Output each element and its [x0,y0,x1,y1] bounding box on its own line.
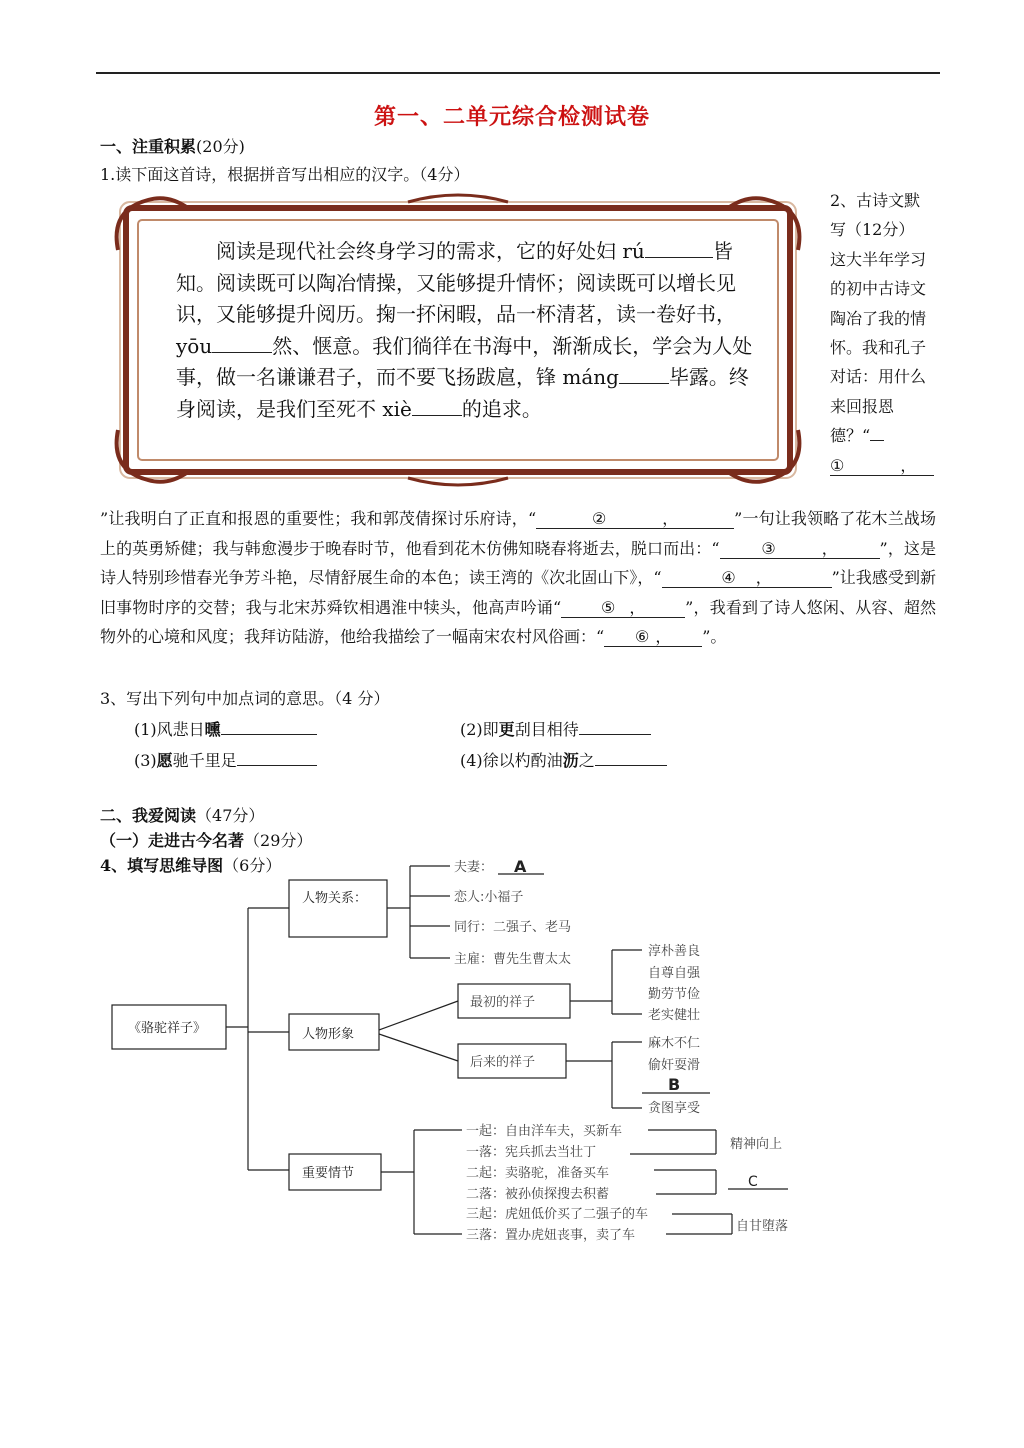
blank-6-comma: ， [655,627,672,646]
q2-text-6: ”。 [702,627,727,646]
relation-lover: 恋人:小福子 [454,890,524,905]
answer-A: A [514,857,527,876]
plot-5: 三起：虎妞低价买了二强子的车 [466,1207,649,1222]
blank-3-marker: ③ [761,538,776,558]
trait-later-2: 偷奸耍滑 [648,1058,701,1073]
q4-label: 4、填写思维导图 [100,856,224,875]
plot-1: 一起：自由洋车夫，买新车 [466,1124,623,1139]
question-2-intro [830,186,934,480]
q2-text-1: ”让我明白了正直和报恩的重要性；我和郭茂倩探讨乐府诗，“ [100,509,537,528]
answer-blank[interactable] [579,734,651,735]
question-1: 1.读下面这首诗，根据拼音写出相应的汉字。（4分） [100,165,470,184]
q2-text-2: ”一句让我领略了花木兰战场上的英勇矫健；我与韩愈漫步于晚春时节，他看到花木仿佛知晓春将逝去，脱口而出：“ [100,509,936,558]
section1-score: (20分) [196,137,245,156]
q3-item-1 [134,717,317,740]
root-node: 《骆驼祥子》 [128,1021,207,1036]
branch-plot: 重要情节 [302,1166,355,1181]
trait-early-1: 淳朴善良 [648,944,701,959]
branch-relations: 人物关系： [302,891,368,906]
later-xiangzi: 后来的祥子 [470,1055,536,1070]
relation-employer: 主雇：曹先生曹太太 [454,952,572,967]
blank-6-marker: ⑥ [635,627,650,646]
q3-item-2-text: (2)即 [460,720,499,739]
question-3: 3、写出下列句中加点词的意思。（4 分） [100,689,390,708]
blank-2[interactable] [536,510,734,529]
q3-item-1-text: (1)风悲日 [134,720,205,739]
relation-spouse: 夫妻： [454,860,494,875]
question-2-text: 这大半年学习的初中古诗文陶冶了我的情怀。我和孔子对话：用什么来回报恩德？“ [830,249,927,446]
answer-blank[interactable] [212,352,272,353]
blank-4-comma: ， [755,568,772,587]
q3-item-4-dot-word: 沥 [562,751,579,770]
plot-4: 二落：被孙侦探搜去积蓄 [466,1187,610,1202]
q2-text-4: ”让我感受到新旧事物时序的交替；我与北宋苏舜钦相遇淮中犊头，他高声吟诵“ [100,568,936,617]
section1-label: 一、注重积累 [100,137,197,156]
stage-3: 自甘堕落 [736,1219,789,1234]
blank-1-comma: ， [900,455,917,475]
blank-4[interactable] [662,569,832,588]
early-xiangzi: 最初的祥子 [470,995,536,1010]
question-2-title: 2、古诗文默写（12分） [830,191,921,240]
answer-blank[interactable] [237,765,317,766]
q4-score: （6分） [223,856,282,875]
blank-1[interactable] [830,457,934,476]
q3-item-3-text: (3) [134,751,157,770]
question-2-body [100,504,936,652]
poem-part-2: 皆知。阅读既可以陶冶情操，又能够提升情怀；阅读既可以增长见识，又能够提升阅历。掬一抔闲暇，品一杯清茗，读一卷好书，yōu [176,239,736,358]
mind-map [96,850,816,1250]
q3-item-4 [460,748,667,771]
poem-part-5: 的追求。 [461,396,542,421]
trait-later-4: 贪图享受 [648,1101,701,1116]
blank-1-marker: ① [830,455,845,475]
blank-2-comma: ， [662,509,679,528]
q3-item-1-dot-word: 曛 [204,720,221,739]
trait-later-1: 麻木不仁 [648,1036,701,1051]
q3-item-3-text-post: 驰千里足 [172,751,237,770]
blank-5-marker: ⑤ [600,597,616,617]
plot-3: 二起：卖骆驼，准备买车 [466,1166,610,1181]
q3-item-3-dot-word: 愿 [156,751,173,770]
answer-blank[interactable] [645,257,713,258]
section2-sub1 [100,828,312,851]
blank-2-marker: ② [591,509,607,528]
q3-item-2-text-post: 刮目相待 [514,720,579,739]
q3-item-2-dot-word: 更 [498,720,515,739]
poem-passage [176,236,756,425]
answer-blank[interactable] [619,383,669,384]
plot-2: 一落：宪兵抓去当壮丁 [466,1145,597,1160]
plot-6: 三落：置办虎妞丧事，卖了车 [466,1228,636,1243]
section2-score: （47分） [196,806,265,825]
section1-heading [100,134,245,157]
sub1-label: （一）走进古今名著 [100,831,245,850]
q3-item-4-text: (4)徐以杓酌油 [460,751,563,770]
answer-blank[interactable] [221,734,317,735]
blank-3[interactable] [720,540,880,559]
q2-text-5: ”，我看到了诗人悠闲、从容、超然物外的心境和风度；我拜访陆游，他给我描绘了一幅南宋农村风俗画：“ [100,597,936,646]
sub1-score: （29分） [244,831,313,850]
answer-blank[interactable] [412,415,462,416]
blank-5[interactable] [561,599,685,618]
trait-early-4: 老实健壮 [648,1008,701,1023]
answer-C: C [748,1174,758,1190]
answer-blank[interactable] [870,440,884,441]
stage-1: 精神向上 [730,1137,783,1152]
answer-B: B [668,1075,681,1094]
section2-heading [100,803,264,826]
top-rule [96,72,940,74]
q2-text-3: ”，这是诗人特别珍惜春光争芳斗艳，尽情舒展生命的本色；读王湾的《次北固山下》，“ [100,538,936,587]
q3-item-4-text-post: 之 [578,751,595,770]
section2-label: 二、我爱阅读 [100,806,197,825]
q3-item-2 [460,717,651,740]
trait-early-2: 自尊自强 [648,966,701,981]
blank-6[interactable] [604,628,702,647]
relation-peer: 同行：二强子、老马 [454,920,572,935]
answer-blank[interactable] [595,765,667,766]
poem-part-3: 然、惬意。我们徜徉在书海中，渐渐成长，学会为人处事，做一名谦谦君子，而不要飞扬跋扈，锋 máng [176,333,753,389]
page-title: 第一、二单元综合检测试卷 [373,104,650,130]
branch-image: 人物形象 [302,1027,355,1042]
poem-part-1: 阅读是现代社会终身学习的需求，它的好处妇 rú [216,239,645,263]
blank-3-comma: ， [821,538,838,558]
q3-item-3 [134,748,317,771]
trait-early-3: 勤劳节俭 [648,987,701,1002]
blank-4-marker: ④ [721,568,736,587]
poem-part-4: 毕露。终身阅读，是我们至死不 xiè [176,365,749,421]
blank-5-comma: ， [629,597,646,617]
